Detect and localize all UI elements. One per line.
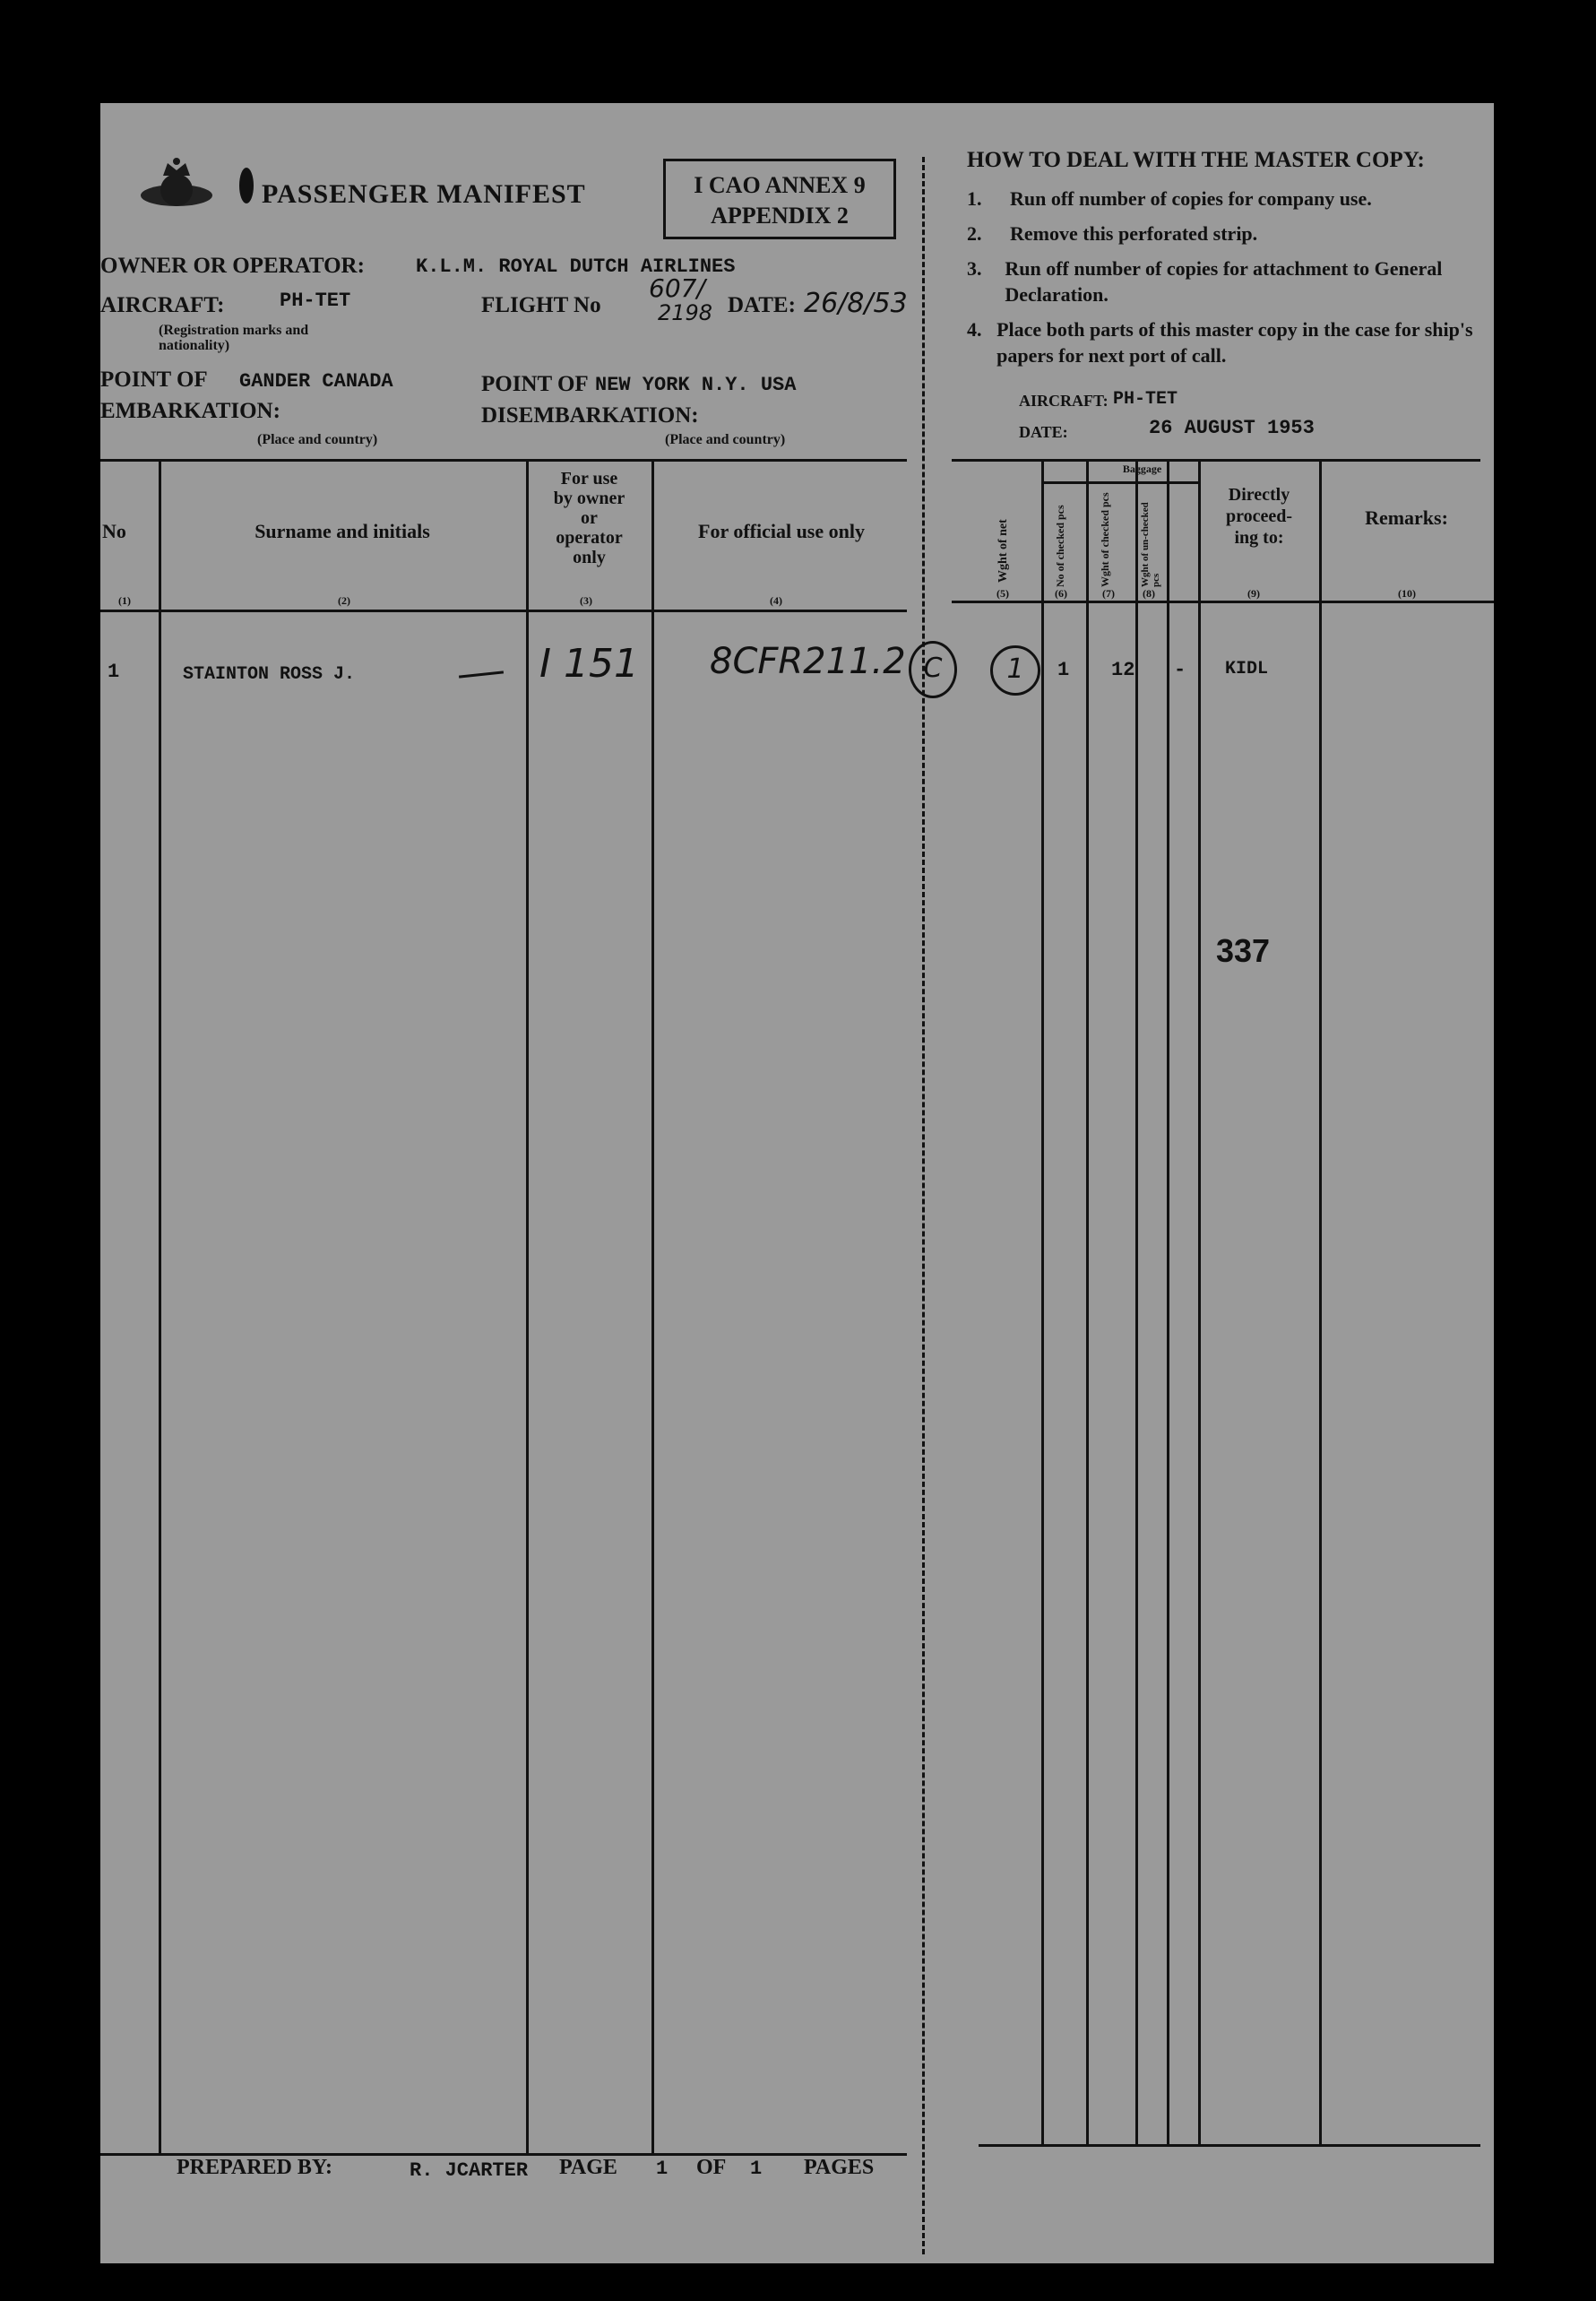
instruction-item: 4. Place both parts of this master copy in the case for ship's papers for next port of call.: [967, 318, 1473, 367]
row-1-circled-mark-1: C: [909, 641, 957, 698]
disembarkation-label-2: DISEMBARKATION:: [481, 403, 699, 428]
row-1-owner-use: I 151: [539, 641, 639, 687]
col-divider-remarks: [1319, 459, 1322, 2144]
embarkation-note: (Place and country): [257, 432, 378, 447]
col-num-5: (5): [996, 587, 1009, 600]
instruction-item: 3. Run off number of copies for attachment to General Declaration.: [967, 257, 1443, 306]
instruction-item: 2. Remove this perforated strip.: [967, 222, 1258, 245]
col-num-6: (6): [1055, 587, 1067, 600]
aircraft-value: PH-TET: [280, 290, 351, 312]
stamp-number: 337: [1216, 932, 1271, 969]
row-1-bag-count: 1: [1057, 659, 1070, 681]
col-num-10: (10): [1398, 587, 1416, 600]
strip-date-value: 26 AUGUST 1953: [1149, 417, 1315, 439]
col-num-3: (3): [580, 594, 592, 607]
disembarkation-note: (Place and country): [665, 432, 786, 447]
flight-value-bottom: 2198: [658, 300, 713, 325]
strip-table-top-rule: [952, 459, 1480, 462]
page-number: 1: [656, 2158, 669, 2180]
flight-value-top: 607/: [649, 273, 705, 303]
col-header-official: For official use only: [698, 520, 865, 542]
instructions-heading: HOW TO DEAL WITH THE MASTER COPY:: [967, 148, 1425, 172]
embarkation-label-1: POINT OF: [100, 368, 208, 392]
col-num-7: (7): [1102, 587, 1115, 600]
col-header-weight: Wght of net: [996, 519, 1010, 583]
flight-label: FLIGHT No: [481, 293, 601, 317]
punch-hole-icon: [239, 168, 254, 203]
row-1-no: 1: [108, 661, 120, 683]
col-header-bag-weight: Wght of checked pcs: [1099, 492, 1111, 587]
annex-line-2: APPENDIX 2: [711, 203, 849, 229]
row-1-destination: KIDL: [1225, 659, 1269, 679]
col-header-remarks: Remarks:: [1365, 506, 1448, 529]
strip-aircraft-value: PH-TET: [1113, 389, 1178, 410]
strip-date-label: DATE:: [1019, 423, 1068, 441]
manifest-page: [100, 103, 1494, 2263]
page-title: PASSENGER MANIFEST: [262, 179, 586, 209]
col-divider-bag-weight: [1135, 459, 1138, 2144]
klm-crown-logo-icon: [136, 152, 217, 224]
col-header-baggage: Baggage: [1122, 463, 1162, 475]
row-1-bag-weight: 12: [1111, 659, 1135, 681]
date-label: DATE:: [728, 293, 796, 317]
col-header-bag-unchecked: Wght of un-checked pcs: [1140, 502, 1161, 587]
prepared-by-value: R. JCARTER: [410, 2159, 529, 2182]
row-1-surname: STAINTON ROSS J.: [183, 664, 356, 685]
table-header-rule: [100, 610, 907, 612]
col-header-destination: Directly proceed- ing to:: [1225, 485, 1293, 548]
col-header-no: No: [102, 520, 126, 542]
col-divider-destination: [1198, 459, 1201, 2144]
instruction-item: 1. Run off number of copies for company use.: [967, 187, 1372, 210]
col-divider-surname: [526, 459, 529, 2153]
col-num-2: (2): [338, 594, 350, 607]
disembarkation-label-1: POINT OF: [481, 372, 589, 396]
col-num-8: (8): [1143, 587, 1155, 600]
page-total: 1: [750, 2158, 763, 2180]
aircraft-label: AIRCRAFT:: [100, 293, 225, 317]
row-1-bag-unchecked: -: [1174, 659, 1186, 681]
owner-label: OWNER OR OPERATOR:: [100, 254, 365, 278]
col-divider-no: [159, 459, 161, 2153]
baggage-header-rule: [1041, 481, 1198, 484]
pages-label: PAGES: [804, 2156, 875, 2179]
instructions-list: [967, 186, 1487, 368]
strip-table-header-rule: [952, 601, 1494, 603]
col-header-surname: Surname and initials: [254, 520, 430, 542]
table-top-rule: [100, 459, 907, 462]
col-num-1: (1): [118, 594, 131, 607]
col-header-owner-use: For use by owner or operator only: [553, 469, 625, 567]
embarkation-label-2: EMBARKATION:: [100, 399, 280, 423]
strip-footer-rule: [979, 2144, 1480, 2147]
embarkation-value: GANDER CANADA: [239, 370, 393, 393]
col-header-bag-count: No of checked pcs: [1054, 505, 1066, 587]
row-1-circled-mark-2: 1: [990, 645, 1040, 696]
row-1-dash-mark: [459, 670, 504, 678]
date-value: 26/8/53: [804, 288, 908, 319]
col-divider-bag-count: [1086, 459, 1089, 2144]
prepared-by-label: PREPARED BY:: [177, 2156, 333, 2179]
col-num-4: (4): [770, 594, 782, 607]
annex-box: [663, 159, 896, 239]
page-label: PAGE: [559, 2156, 617, 2179]
disembarkation-value: NEW YORK N.Y. USA: [595, 374, 797, 396]
of-label: OF: [696, 2156, 727, 2179]
annex-line-1: I CAO ANNEX 9: [694, 172, 866, 198]
perforated-strip-line: [922, 157, 925, 2254]
col-divider-bag-unchecked: [1167, 459, 1169, 2144]
strip-aircraft-label: AIRCRAFT:: [1019, 392, 1109, 410]
col-num-9: (9): [1247, 587, 1260, 600]
col-divider-owner-use: [651, 459, 654, 2153]
aircraft-note: (Registration marks and nationality): [159, 323, 309, 353]
owner-value: K.L.M. ROYAL DUTCH AIRLINES: [416, 255, 736, 278]
col-divider-weight: [1041, 459, 1044, 2144]
row-1-official: 8CFR211.2: [710, 641, 906, 682]
